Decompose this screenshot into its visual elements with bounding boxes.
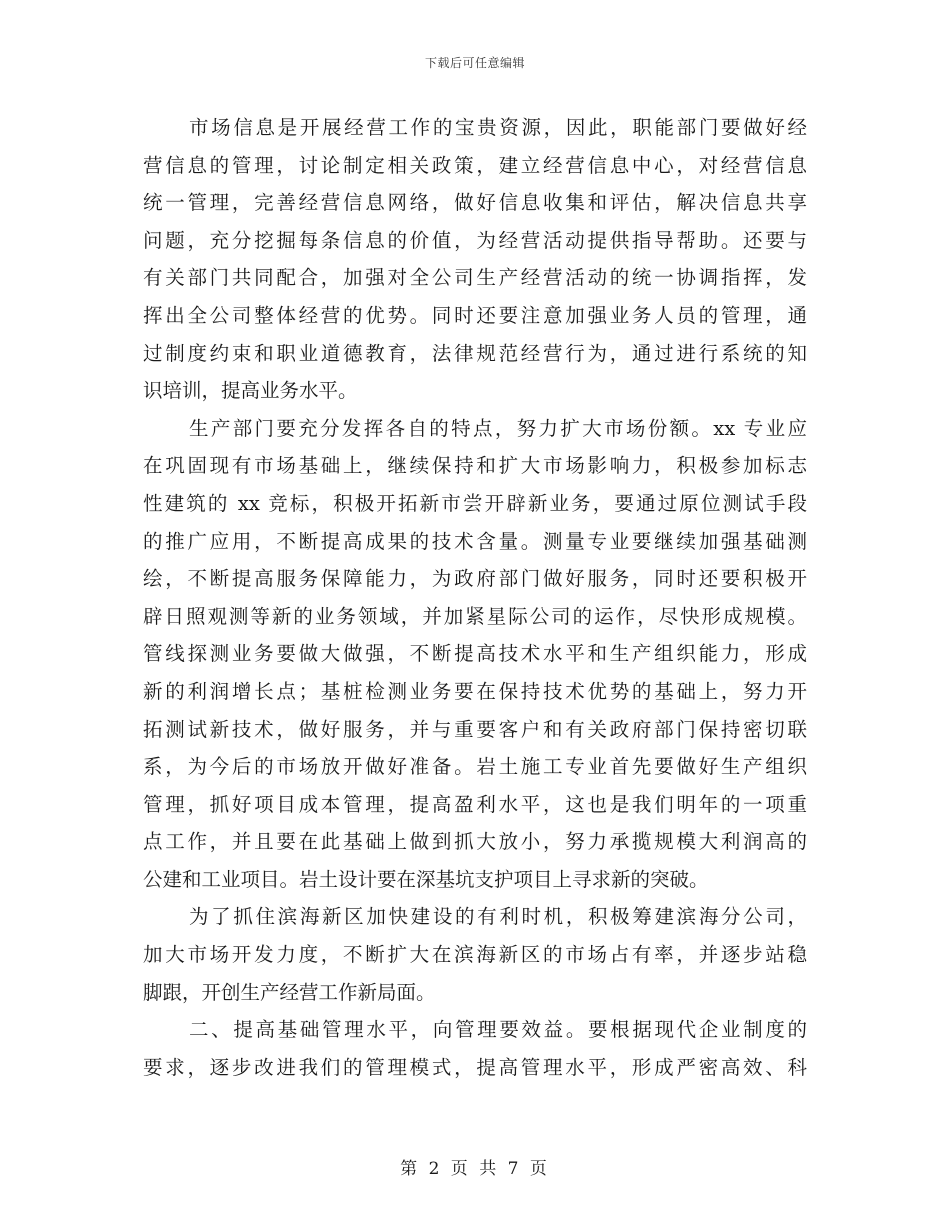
text-line: 二、提高基础管理水平，向管理要效益。要根据现代企业制度的 <box>189 1018 807 1042</box>
text-line: 为了抓住滨海新区加快建设的有利时机，积极筹建滨海分公司， <box>189 905 807 929</box>
text-line: 生产部门要充分发挥各自的特点，努力扩大市场份额。xx 专业应 <box>189 416 807 440</box>
text-line: 过制度约束和职业道德教育，法律规范经营行为，通过进行系统的知 <box>143 341 807 365</box>
text-line: 挥出全公司整体经营的优势。同时还要注意加强业务人员的管理，通 <box>143 303 807 327</box>
text-line: 点工作，并且要在此基础上做到抓大放小，努力承揽规模大利润高的 <box>143 830 807 854</box>
page-number-footer: 第 2 页 共 7 页 <box>400 1159 550 1179</box>
text-line: 识培训，提高业务水平。 <box>143 379 358 403</box>
text-line: 有关部门共同配合，加强对全公司生产经营活动的统一协调指挥，发 <box>143 266 807 290</box>
text-line: 辟日照观测等新的业务领域，并加紧星际公司的运作，尽快形成规模。 <box>143 604 807 628</box>
text-line: 问题，充分挖掘每条信息的价值，为经营活动提供指导帮助。还要与 <box>143 228 807 252</box>
text-line: 公建和工业项目。岩土设计要在深基坑支护项目上寻求新的突破。 <box>143 867 709 891</box>
paragraph-1 <box>143 109 807 410</box>
text-line: 加大市场开发力度，不断扩大在滨海新区的市场占有率，并逐步站稳 <box>143 943 807 967</box>
paragraph-3 <box>143 898 807 1011</box>
text-line: 营信息的管理，讨论制定相关政策，建立经营信息中心，对经营信息 <box>143 153 807 177</box>
text-line: 要求，逐步改进我们的管理模式，提高管理水平，形成严密高效、科 <box>143 1055 807 1079</box>
text-line: 市场信息是开展经营工作的宝贵资源，因此，职能部门要做好经 <box>189 116 807 139</box>
text-line: 性建筑的 xx 竞标，积极开拓新市尝开辟新业务，要通过原位测试手段 <box>143 491 807 515</box>
text-line: 的推广应用，不断提高成果的技术含量。测量专业要继续加强基础测 <box>143 529 807 553</box>
paragraph-2 <box>143 410 807 899</box>
text-line: 新的利润增长点；基桩检测业务要在保持技术优势的基础上，努力开 <box>143 679 807 703</box>
paragraph-4 <box>143 1011 807 1086</box>
text-line: 在巩固现有市场基础上，继续保持和扩大市场影响力，积极参加标志 <box>143 454 807 478</box>
text-line: 管线探测业务要做大做强，不断提高技术水平和生产组织能力，形成 <box>143 642 807 666</box>
text-line: 系，为今后的市场放开做好准备。岩土施工专业首先要做好生产组织 <box>143 755 807 779</box>
page-header-note: 下载后可任意编辑 <box>424 56 525 70</box>
text-line: 绘，不断提高服务保障能力，为政府部门做好服务，同时还要积极开 <box>143 567 807 591</box>
text-line: 拓测试新技术，做好服务，并与重要客户和有关政府部门保持密切联 <box>143 717 807 741</box>
document-body <box>143 109 807 1086</box>
text-line: 管理，抓好项目成本管理，提高盈利水平，这也是我们明年的一项重 <box>143 792 807 816</box>
text-line: 统一管理，完善经营信息网络，做好信息收集和评估，解决信息共享 <box>143 191 807 215</box>
text-line: 脚跟，开创生产经营工作新局面。 <box>143 980 436 1004</box>
